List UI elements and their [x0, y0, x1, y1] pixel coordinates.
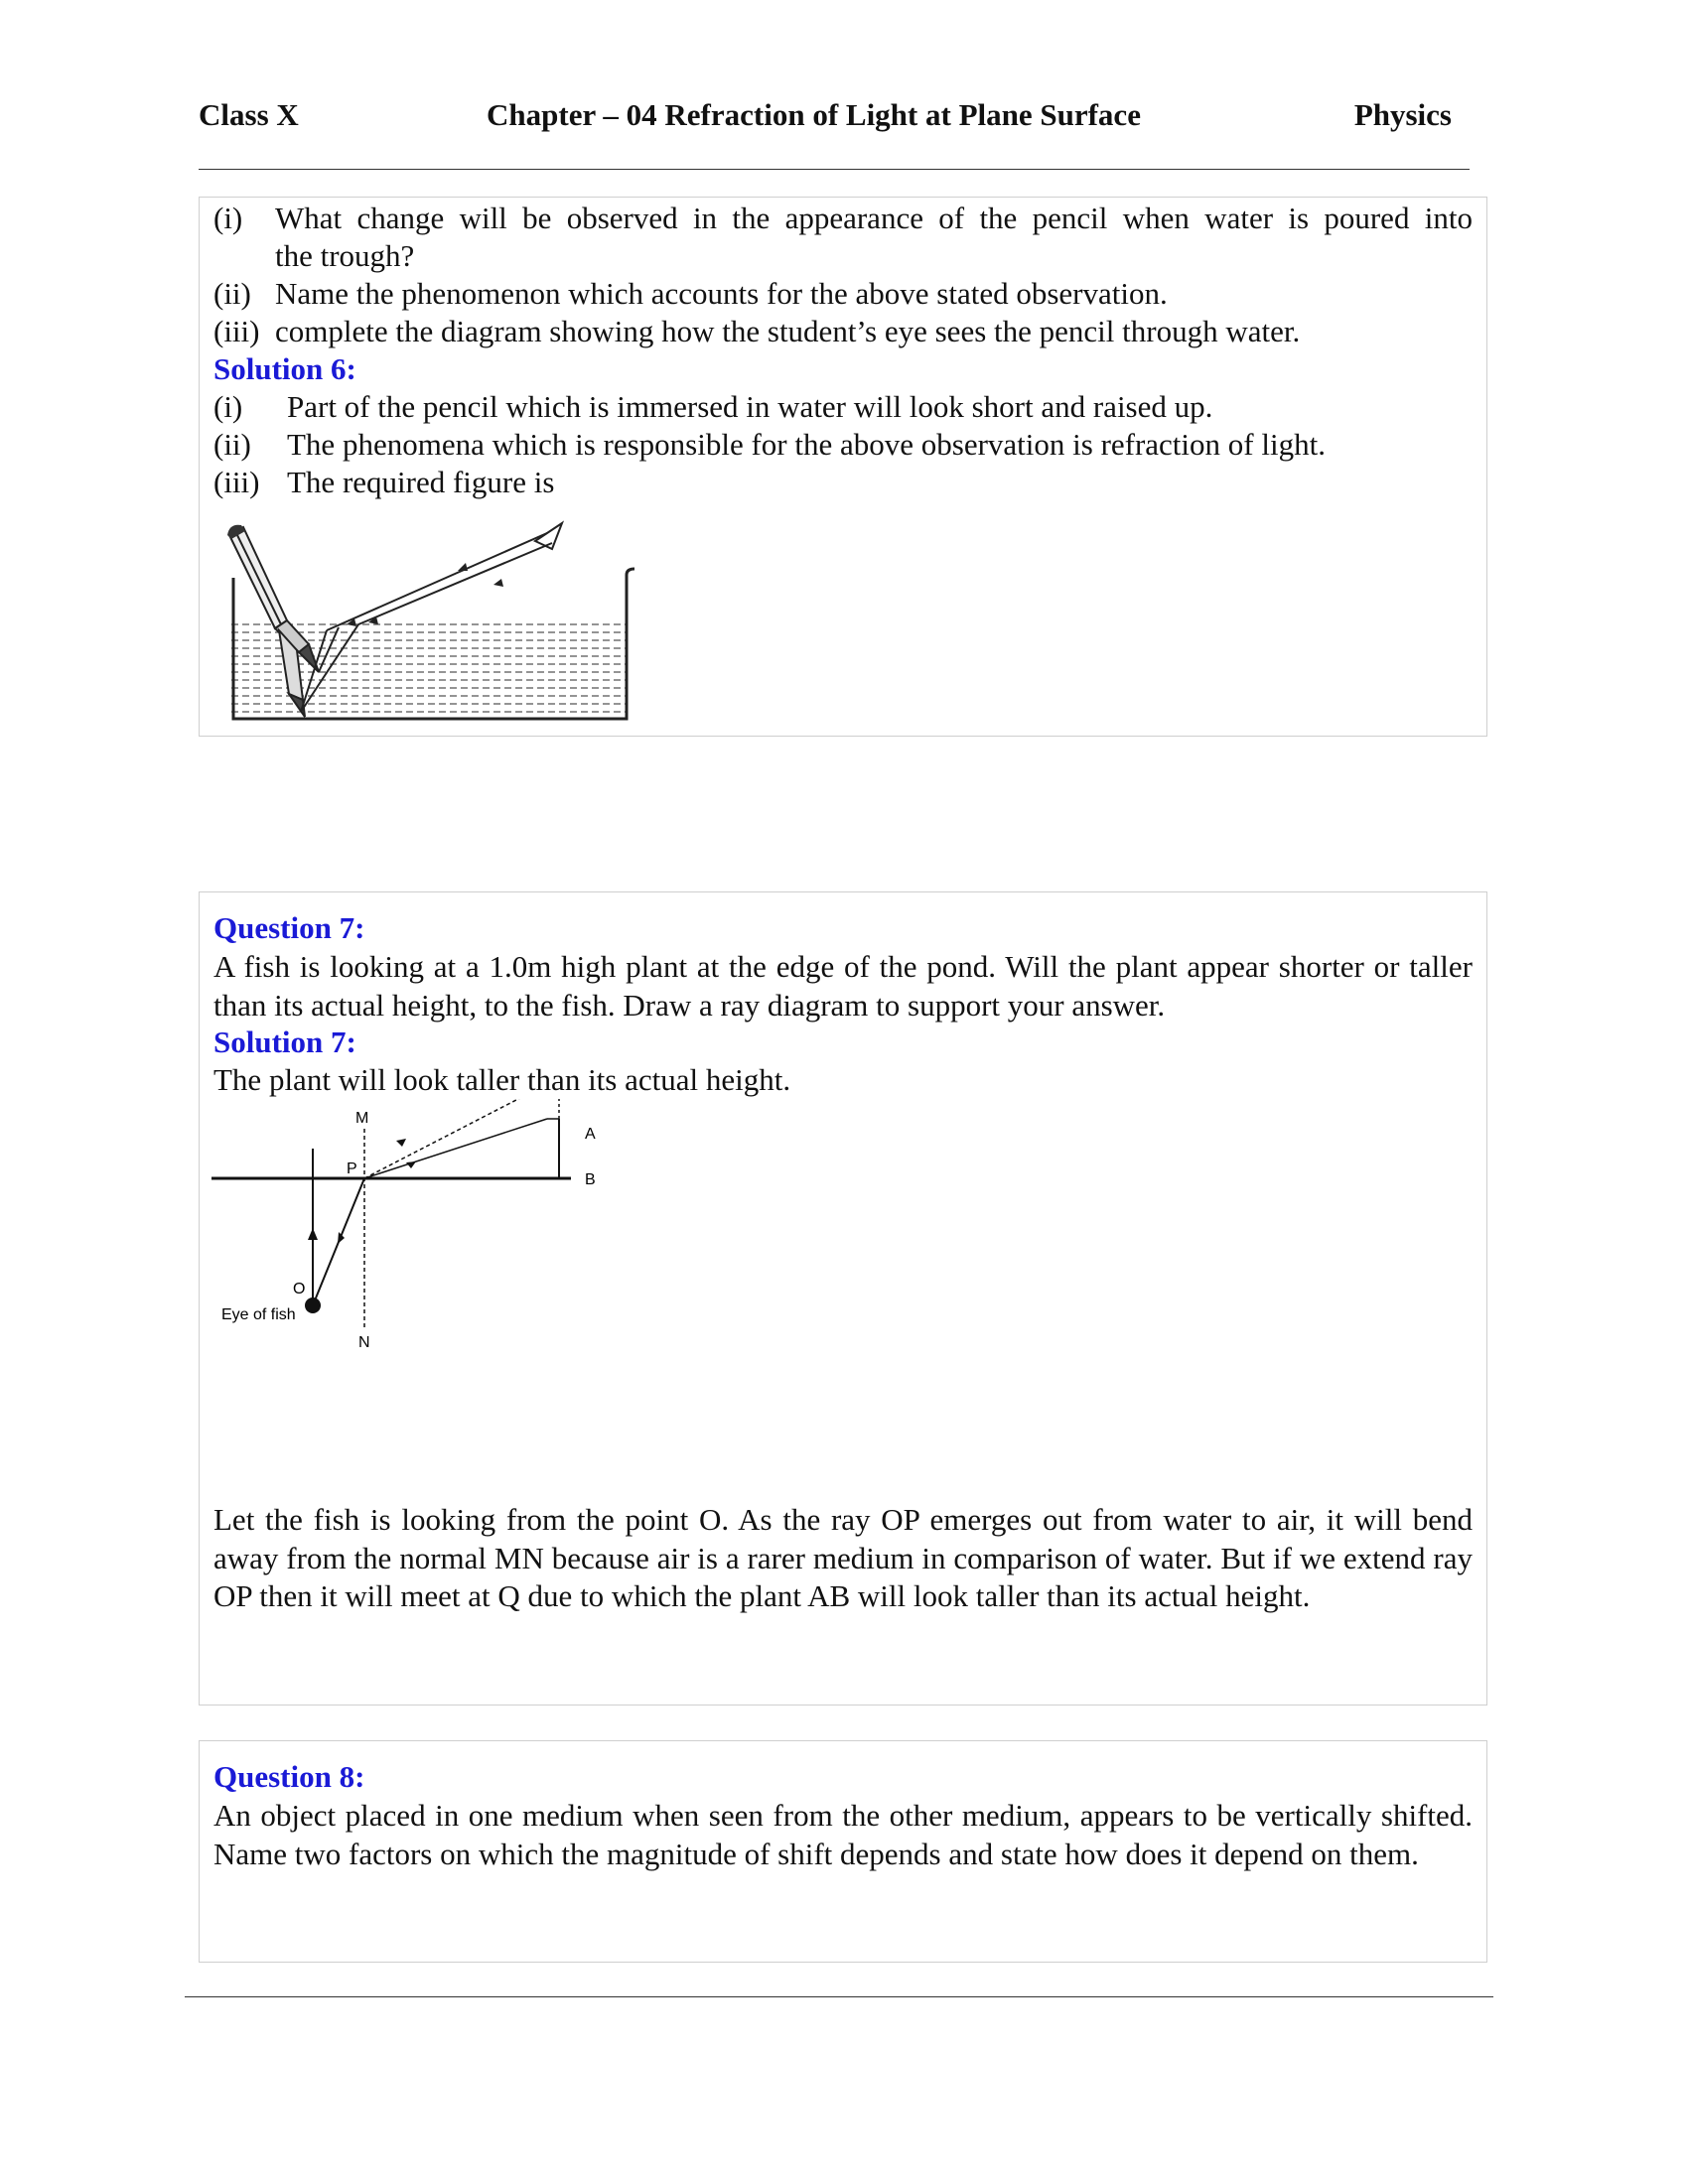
solution-7-answer: The plant will look taller than its actual height. [213, 1062, 791, 1097]
solution-6-heading: Solution 6: [213, 351, 356, 386]
label-a: A [585, 1126, 596, 1143]
page-header [199, 97, 1452, 143]
q6-item-3-text: complete the diagram showing how the student’s eye sees the pencil through water. [275, 314, 1301, 348]
fish-plant-ray-diagram [211, 1099, 648, 1357]
solution-7-heading: Solution 7: [213, 1024, 356, 1059]
label-n: N [358, 1334, 370, 1351]
fish-eye-dot [305, 1297, 321, 1313]
footer-divider [185, 1996, 1493, 1997]
q6-item-1-text: What change will be observed in the appearance of the pencil when water is poured into [275, 201, 1473, 235]
s6-item-1-text: Part of the pencil which is immersed in water will look short and raised up. [287, 389, 1213, 424]
chapter-title: Chapter – 04 Refraction of Light at Plane Surface [487, 97, 1141, 132]
q6-item-3-num: (iii) [213, 314, 260, 348]
q6-item-2-num: (ii) [213, 276, 251, 311]
extended-ray [364, 1099, 545, 1178]
question-8-heading: Question 8: [213, 1759, 365, 1794]
label-eye-of-fish: Eye of fish [221, 1306, 296, 1323]
refracted-ray [364, 1119, 547, 1178]
s6-item-3-text: The required figure is [287, 465, 555, 499]
question-8-text: An object placed in one medium when seen from the other medium, appears to be vertically shifted. Name two factors on which the magnitude of shift depends and state how does it depend on them. [213, 1798, 1473, 1871]
q6-item-2-text: Name the phenomenon which accounts for the above stated observation. [275, 276, 1168, 311]
subject-label: Physics [1353, 97, 1452, 132]
question-7-heading: Question 7: [213, 910, 365, 945]
s6-item-1-num: (i) [213, 389, 243, 424]
arrowheads [308, 1139, 416, 1244]
s6-item-3-num: (iii) [213, 465, 260, 499]
question-7-text: A fish is looking at a 1.0m high plant at the edge of the pond. Will the plant appear shorter or taller than its actual height, to the fish. Draw a ray diagram to support your answer. [213, 949, 1473, 1023]
header-divider [199, 169, 1470, 170]
class-label: Class X [199, 97, 299, 132]
solution-7-explanation: Let the fish is looking from the point O. As the ray OP emerges out from water to air, it will bend away from the normal MN because air is a rarer medium in comparison of water. But if we extend ray OP then it will meet at Q due to which the plant AB will look taller than its actual height. [213, 1502, 1473, 1613]
label-b: B [585, 1171, 596, 1188]
s6-item-2-num: (ii) [213, 427, 251, 462]
label-m: M [355, 1110, 369, 1127]
question-6-box [199, 197, 1487, 737]
s6-item-2-text: The phenomena which is responsible for the above observation is refraction of light. [287, 427, 1326, 462]
question-8-box [199, 1740, 1487, 1963]
light-rays [301, 533, 552, 712]
label-p: P [347, 1160, 357, 1177]
label-o: O [293, 1281, 306, 1297]
q6-item-1-num: (i) [213, 201, 243, 235]
q6-item-1-text-cont: the trough? [275, 238, 415, 273]
question-7-box [199, 891, 1487, 1706]
pencil-refraction-figure [219, 513, 636, 732]
